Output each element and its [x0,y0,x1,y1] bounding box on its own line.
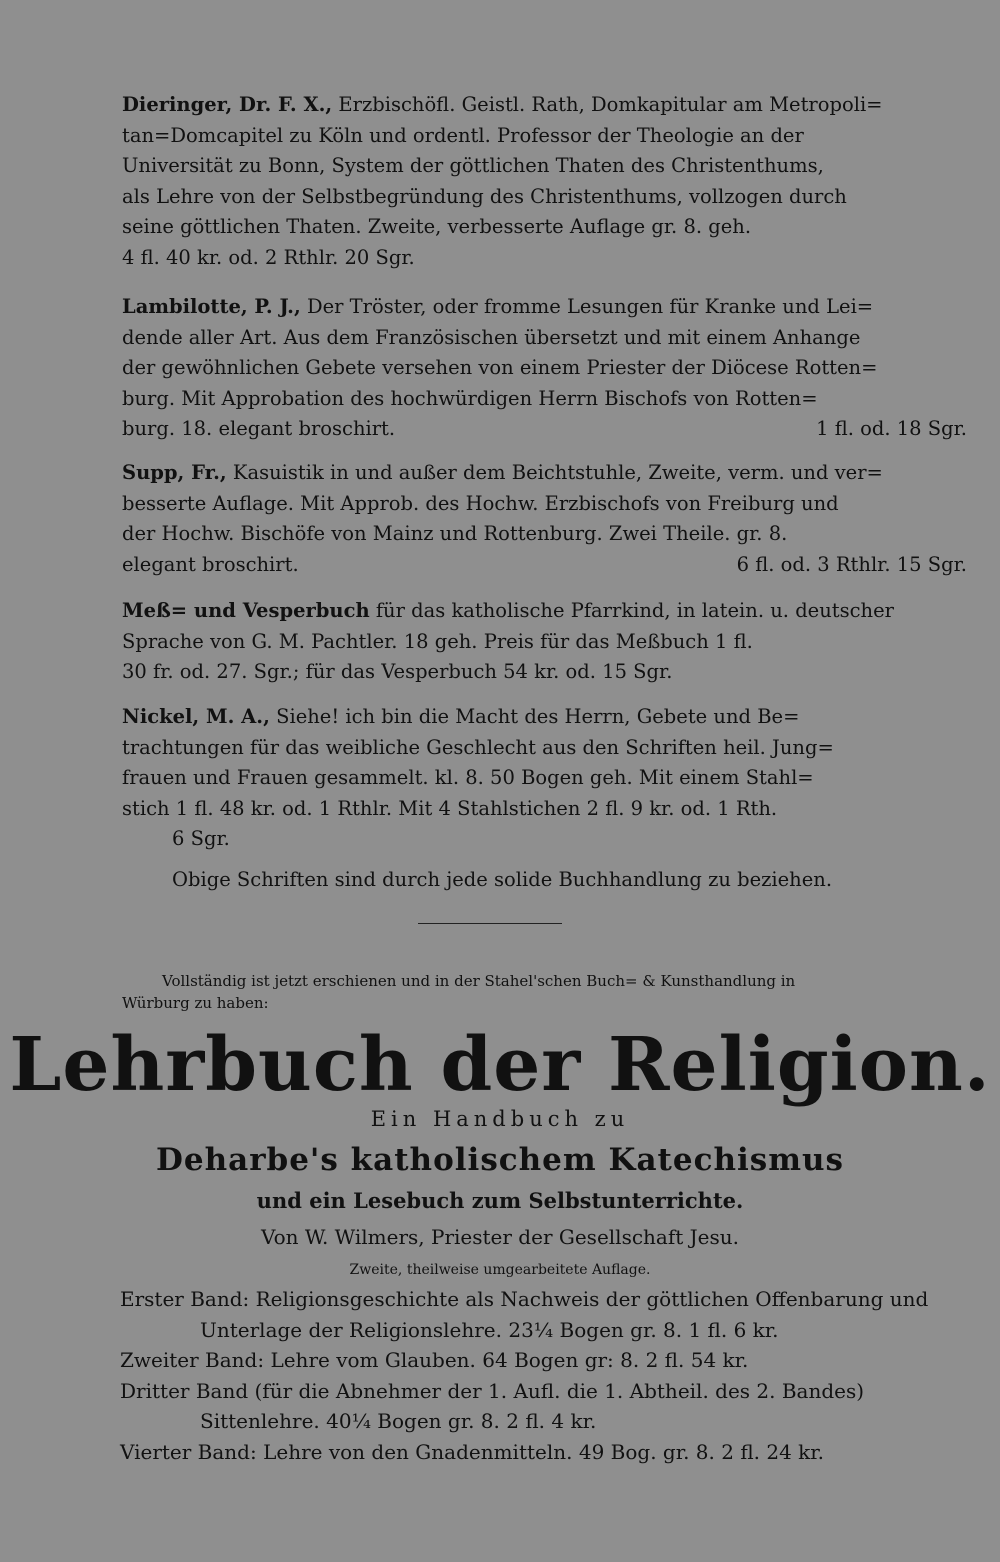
book-entry-supp [122,458,967,580]
entry-line: elegant broschirt. [122,552,299,576]
intro-line: Würburg zu haben: [122,994,269,1012]
entry-line: Erzbischöfl. Geistl. Rath, Domkapitular am Metropoli= [338,93,883,116]
intro-line: Vollständig ist jetzt erschienen und in der Stahel'schen Buch= & Kunsthandlung in [162,972,796,990]
section-divider [418,923,562,924]
entry-line: burg. 18. elegant broschirt. [122,417,396,440]
book-author-line: Von W. Wilmers, Priester der Gesellschaft Jesu. [261,1225,739,1249]
entry-author: Lambilotte, P. J., [122,295,301,318]
volume-line-continued: Sittenlehre. 40¼ Bogen gr. 8. 2 fl. 4 kr. [200,1409,597,1433]
entry-price: 4 fl. 40 kr. od. 2 Rthlr. 20 Sgr. [122,245,415,269]
entry-line: Kasuistik in und außer dem Beichtstuhle, Zweite, verm. und ver= [232,461,883,484]
entry-line: der Hochw. Bischöfe von Mainz und Rottenburg. Zwei Theile. gr. 8. [122,522,788,545]
entry-author: Supp, Fr., [122,461,227,484]
book-entry-lambilotte [122,292,967,445]
volume-line: Zweiter Band: Lehre vom Glauben. 64 Bogen gr: 8. 2 fl. 54 kr. [120,1348,749,1372]
entry-author: Nickel, M. A., [122,705,270,728]
entry-author: Dieringer, Dr. F. X., [122,93,333,116]
volume-line: Erster Band: Religionsgeschichte als Nachweis der göttlichen Offenbarung und [120,1287,929,1311]
entry-line: Sprache von G. M. Pachtler. 18 geh. Preis für das Meßbuch 1 fl. [122,629,753,653]
entry-line: trachtungen für das weibliche Geschlecht aus den Schriften heil. Jung= [122,735,834,759]
book-entry-messbuch [122,596,967,688]
entry-line: 6 Sgr. [172,827,230,850]
entry-line: der gewöhnlichen Gebete versehen von einem Priester der Diöcese Rotten= [122,356,878,379]
entry-line: als Lehre von der Selbstbegründung des Christenthums, vollzogen durch [122,184,847,208]
volume-list [120,1284,965,1467]
entry-line: tan=Domcapitel zu Köln und ordentl. Professor der Theologie an der [122,123,804,147]
entry-line: stich 1 fl. 48 kr. od. 1 Rthlr. Mit 4 Stahlstichen 2 fl. 9 kr. od. 1 Rth. [122,796,778,820]
book-edition: Zweite, theilweise umgearbeitete Auflage. [349,1262,651,1278]
entry-line: besserte Auflage. Mit Approb. des Hochw. Erzbischofs von Freiburg und [122,491,839,515]
volume-line: Vierter Band: Lehre von den Gnadenmitteln. 49 Bog. gr. 8. 2 fl. 24 kr. [120,1439,825,1464]
book-title: Lehrbuch der Religion. [9,1022,991,1108]
book-subtitle-main: Deharbe's katholischem Katechismus [155,1142,845,1178]
announcement-intro [122,970,967,1014]
entry-price: 1 fl. od. 18 Sgr. [816,417,967,440]
entry-line: Universität zu Bonn, System der göttlichen Thaten des Christenthums, [122,154,824,177]
volume-line: Dritter Band (für die Abnehmer der 1. Aufl. die 1. Abtheil. des 2. Bandes) [120,1378,865,1403]
entry-line: 30 fr. od. 27. Sgr.; für das Vesperbuch 54 kr. od. 15 Sgr. [122,660,673,683]
entry-line: dende aller Art. Aus dem Französischen übersetzt und mit einem Anhange [122,325,861,349]
entry-price: 6 fl. od. 3 Rthlr. 15 Sgr. [736,552,967,576]
book-entry-dieringer [122,90,967,273]
book-subtitle: Ein Handbuch zu [370,1107,630,1131]
entry-line: Der Tröster, oder fromme Lesungen für Kranke und Lei= [306,295,874,318]
entry-line: seine göttlichen Thaten. Zweite, verbesserte Auflage gr. 8. geh. [122,215,752,238]
entry-line: burg. Mit Approbation des hochwürdigen Herrn Bischofs von Rotten= [122,386,818,410]
entry-line: frauen und Frauen gesammelt. kl. 8. 50 Bogen geh. Mit einem Stahl= [122,766,814,789]
availability-note: Obige Schriften sind durch jede solide Buchhandlung zu beziehen. [172,868,833,891]
entry-author: Meß= und Vesperbuch [122,599,370,622]
volume-line-continued: Unterlage der Religionslehre. 23¼ Bogen gr. 8. 1 fl. 6 kr. [200,1317,779,1342]
book-entry-nickel [122,702,967,855]
entry-line: Siehe! ich bin die Macht des Herrn, Gebete und Be= [276,705,800,728]
book-subtitle-secondary: und ein Lesebuch zum Selbstunterrichte. [256,1188,744,1213]
entry-line: für das katholische Pfarrkind, in latein. u. deutscher [375,599,894,622]
